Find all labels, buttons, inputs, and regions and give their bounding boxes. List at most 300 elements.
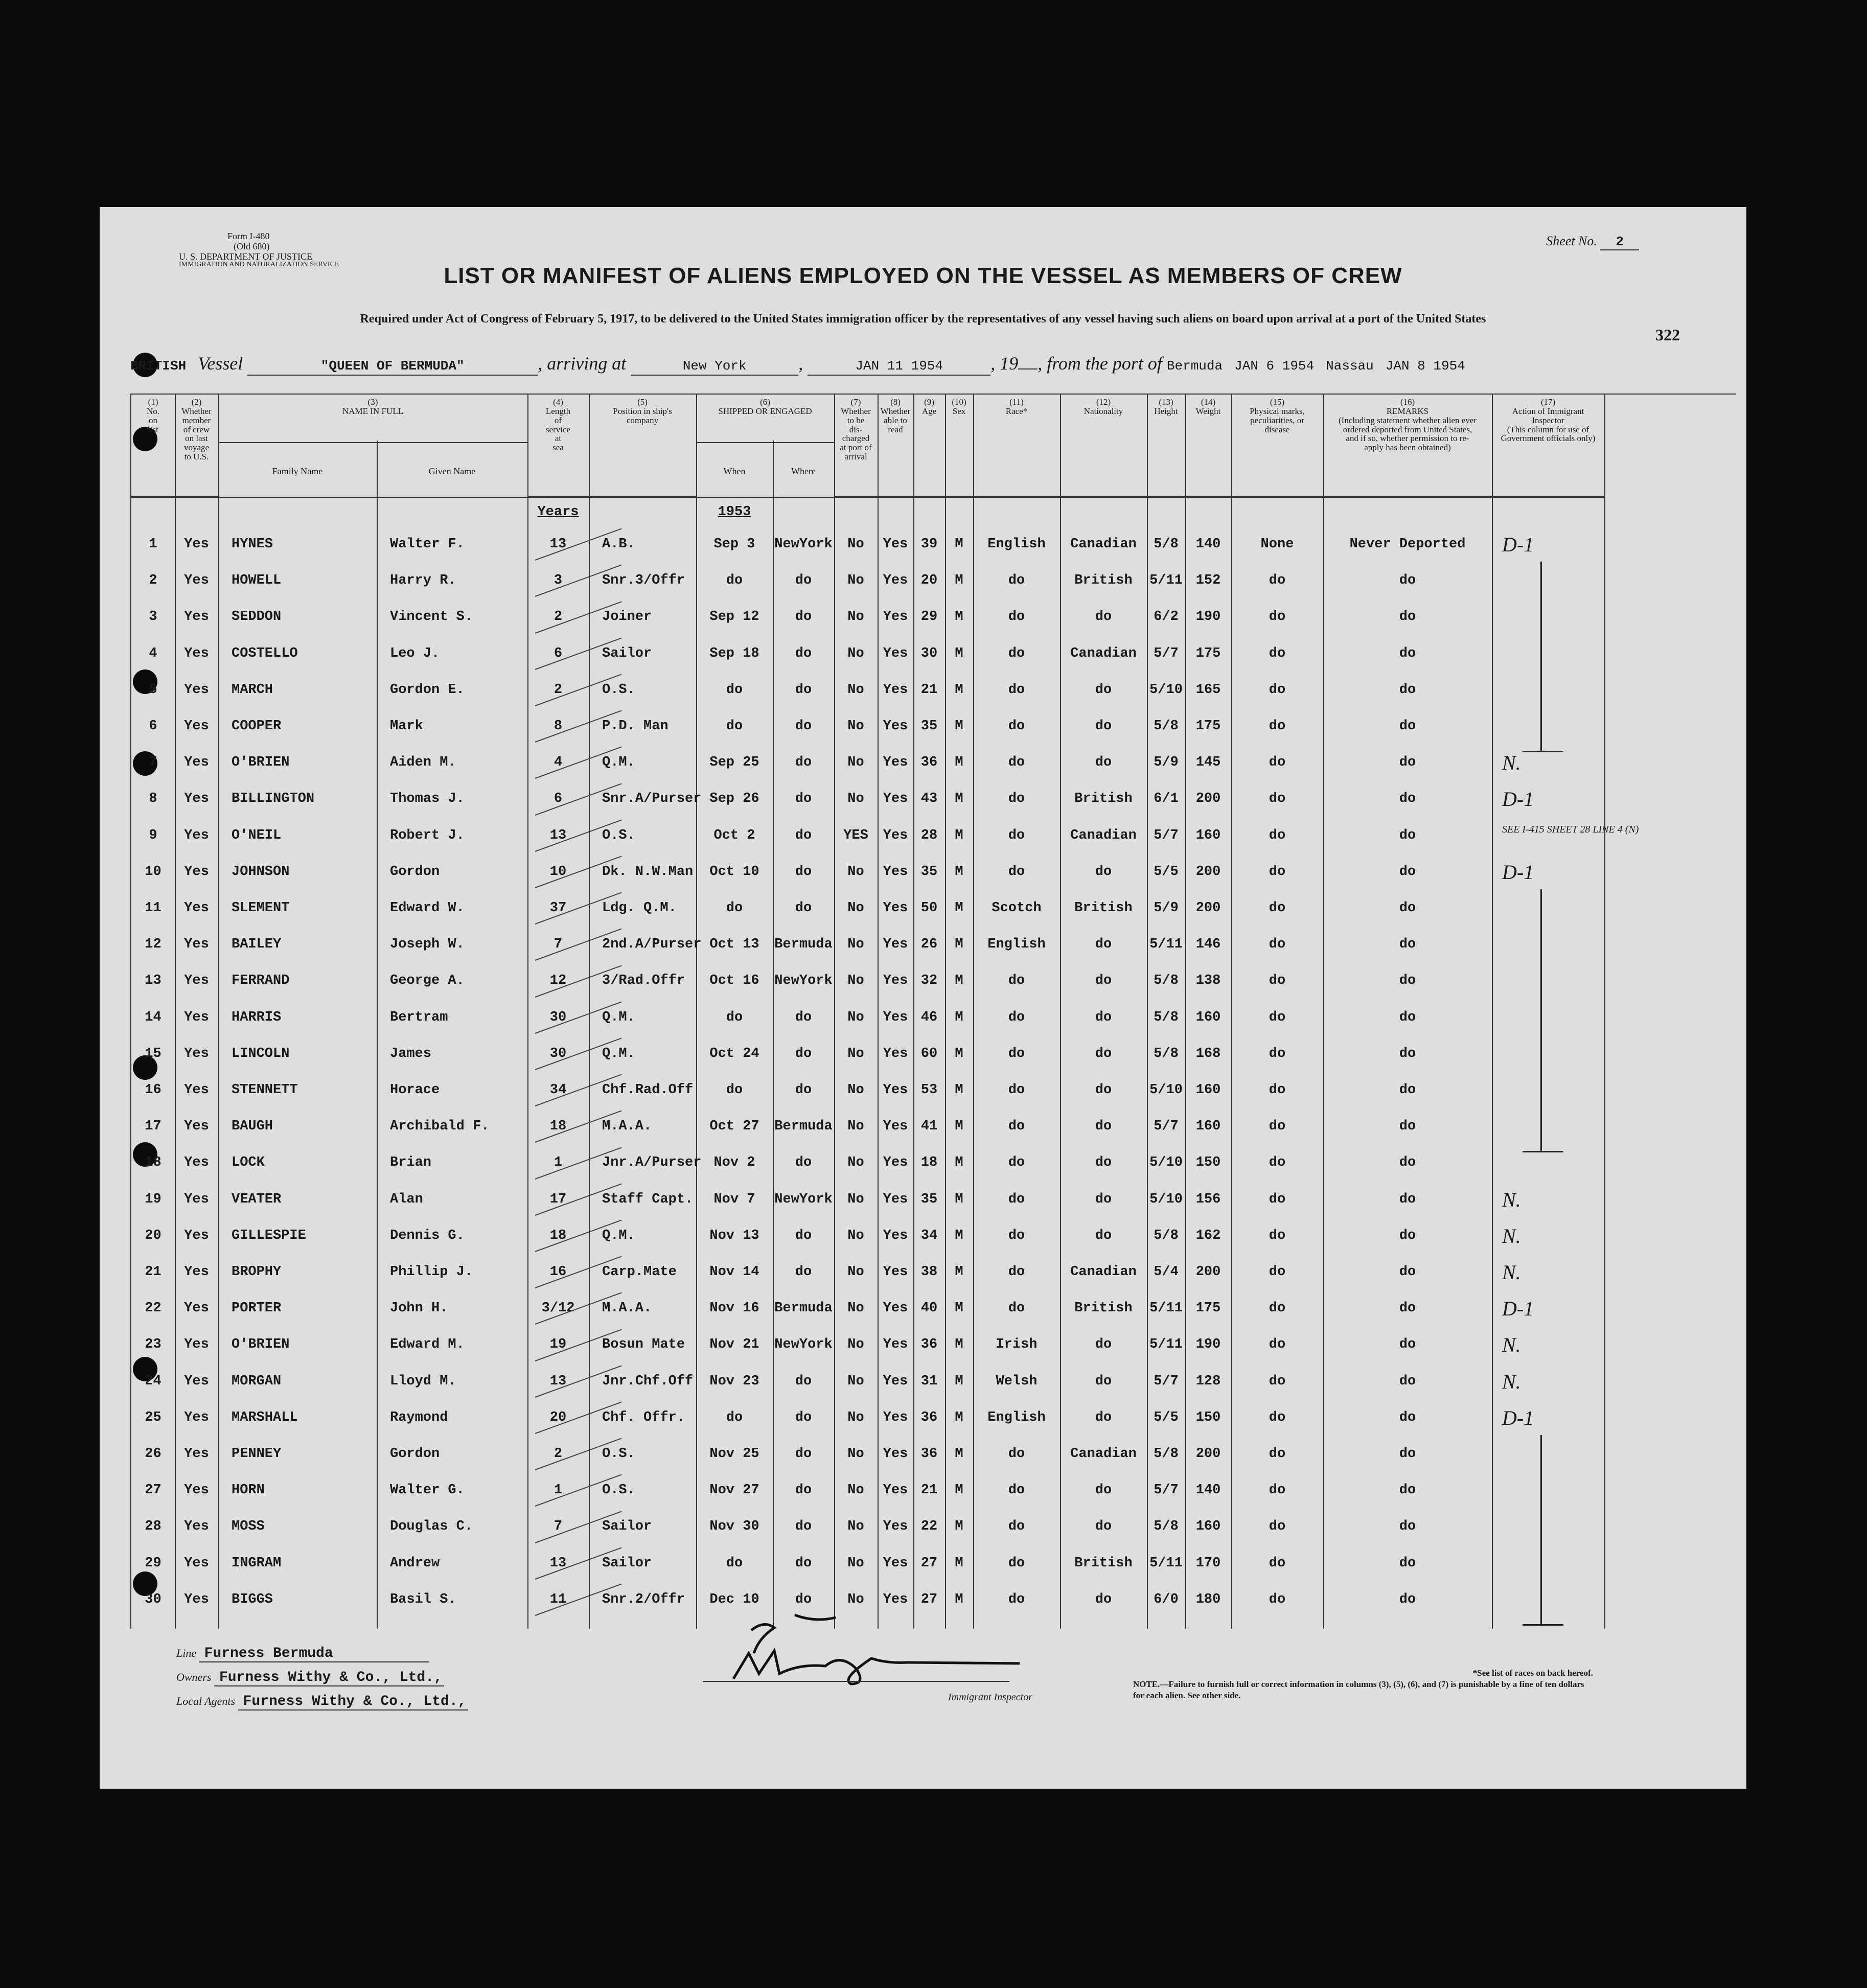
cell-race: do bbox=[1008, 1519, 1025, 1535]
cell-where: do bbox=[795, 1155, 812, 1171]
cell-action: N. bbox=[1502, 1261, 1521, 1284]
cell-race: do bbox=[1008, 1446, 1025, 1462]
table-row bbox=[131, 823, 1639, 860]
sheet-value: 2 bbox=[1600, 234, 1639, 250]
cell-no: 29 bbox=[145, 1555, 162, 1571]
column-header-c15: (15) Physical marks, peculiarities, or disease bbox=[1231, 395, 1323, 497]
cell-read: Yes bbox=[883, 864, 908, 880]
cell-service: 16 bbox=[549, 1264, 567, 1280]
cell-given: Edward W. bbox=[390, 900, 465, 916]
table-row bbox=[131, 1042, 1604, 1078]
requirement-text: Required under Act of Congress of February 5, 1917, to be delivered to the United States immigration officer by the representatives of any vessel having such aliens on board upon arrival at a port of the United States bbox=[360, 312, 1486, 326]
cell-prev: Yes bbox=[184, 609, 209, 625]
cell-given: Brian bbox=[390, 1155, 432, 1171]
cell-race: do bbox=[1008, 1228, 1025, 1243]
cell-age: 35 bbox=[920, 719, 938, 734]
cell-prev: Yes bbox=[184, 645, 209, 661]
cell-discharged: No bbox=[847, 864, 864, 880]
cell-read: Yes bbox=[883, 1409, 908, 1425]
cell-given: Edward M. bbox=[390, 1337, 465, 1353]
bracket-line bbox=[1540, 562, 1542, 751]
cell-remarks: do bbox=[1399, 1009, 1416, 1025]
cell-service: 13 bbox=[549, 537, 567, 552]
cell-prev: Yes bbox=[184, 1228, 209, 1243]
cell-no: 14 bbox=[145, 1009, 162, 1025]
cell-given: Vincent S. bbox=[390, 609, 473, 625]
cell-weight: 140 bbox=[1195, 537, 1221, 552]
cell-when: Nov 25 bbox=[709, 1446, 759, 1462]
cell-prev: Yes bbox=[184, 682, 209, 698]
cell-when: Oct 2 bbox=[713, 827, 755, 843]
cell-age: 43 bbox=[920, 791, 938, 807]
cell-read: Yes bbox=[883, 1373, 908, 1389]
table-row bbox=[131, 969, 1604, 1005]
cell-when: Oct 13 bbox=[709, 937, 759, 953]
cell-service: 34 bbox=[549, 1082, 567, 1098]
cell-where: do bbox=[795, 1009, 812, 1025]
departure-port-2: Nassau bbox=[1326, 358, 1374, 374]
cell-race: do bbox=[1008, 719, 1025, 734]
cell-service: 13 bbox=[549, 1555, 567, 1571]
cell-remarks: do bbox=[1399, 573, 1416, 589]
cell-read: Yes bbox=[883, 1009, 908, 1025]
cell-read: Yes bbox=[883, 937, 908, 953]
cell-race: do bbox=[1008, 1483, 1025, 1498]
cell-height: 5/7 bbox=[1154, 1373, 1179, 1389]
cell-where: do bbox=[795, 1446, 812, 1462]
cell-remarks: do bbox=[1399, 1409, 1416, 1425]
cell-where: do bbox=[795, 682, 812, 698]
table-row bbox=[131, 1078, 1604, 1115]
cell-service: 17 bbox=[549, 1191, 567, 1207]
cell-age: 31 bbox=[920, 1373, 938, 1389]
cell-family: O'BRIEN bbox=[232, 1337, 290, 1353]
cell-discharged: No bbox=[847, 682, 864, 698]
cell-nationality: Canadian bbox=[1070, 537, 1137, 552]
cell-position: M.A.A. bbox=[602, 1119, 652, 1135]
cell-height: 5/11 bbox=[1149, 573, 1183, 589]
line-field bbox=[176, 1646, 429, 1662]
cell-marks: do bbox=[1269, 1301, 1286, 1316]
cell-no: 25 bbox=[145, 1409, 162, 1425]
table-row bbox=[131, 1188, 1604, 1224]
cell-height: 5/10 bbox=[1149, 682, 1183, 698]
cell-marks: do bbox=[1269, 1337, 1286, 1353]
column-header-c14: (14) Weight bbox=[1185, 395, 1231, 497]
cell-family: GILLESPIE bbox=[232, 1228, 306, 1243]
cell-position: 3/Rad.Offr bbox=[602, 973, 685, 989]
table-row bbox=[131, 1115, 1604, 1151]
cell-position: Snr.2/Offr bbox=[602, 1591, 685, 1607]
cell-prev: Yes bbox=[184, 755, 209, 771]
inspector-label: Immigrant Inspector bbox=[948, 1692, 1032, 1703]
cell-age: 39 bbox=[920, 537, 938, 552]
cell-marks: do bbox=[1269, 1191, 1286, 1207]
cell-position: Carp.Mate bbox=[602, 1264, 677, 1280]
cell-when: Nov 23 bbox=[709, 1373, 759, 1389]
column-header-c1: (1) No. on list bbox=[131, 395, 175, 497]
cell-discharged: No bbox=[847, 1337, 864, 1353]
cell-sex: M bbox=[955, 1446, 963, 1462]
cell-sex: M bbox=[955, 682, 963, 698]
agents-label: Local Agents bbox=[176, 1695, 236, 1707]
cell-prev: Yes bbox=[184, 1155, 209, 1171]
cell-family: FERRAND bbox=[232, 973, 290, 989]
table-row bbox=[131, 1442, 1604, 1478]
cell-height: 5/8 bbox=[1154, 1446, 1179, 1462]
cell-when: do bbox=[726, 1555, 743, 1571]
cell-nationality: do bbox=[1095, 973, 1112, 989]
cell-discharged: No bbox=[847, 1409, 864, 1425]
cell-read: Yes bbox=[883, 1191, 908, 1207]
cell-where: Bermuda bbox=[774, 1119, 833, 1135]
cell-where: do bbox=[795, 1483, 812, 1498]
arriving-label: , arriving at bbox=[538, 353, 627, 374]
cell-age: 28 bbox=[920, 827, 938, 843]
cell-read: Yes bbox=[883, 791, 908, 807]
departure-date-1: JAN 6 1954 bbox=[1234, 358, 1315, 374]
cell-sex: M bbox=[955, 937, 963, 953]
cell-prev: Yes bbox=[184, 573, 209, 589]
cell-marks: do bbox=[1269, 1046, 1286, 1061]
cell-no: 27 bbox=[145, 1483, 162, 1498]
cell-given: Horace bbox=[390, 1082, 440, 1098]
agents-value: Furness Withy & Co., Ltd., bbox=[238, 1694, 468, 1710]
cell-height: 5/8 bbox=[1154, 1046, 1179, 1061]
cell-age: 35 bbox=[920, 864, 938, 880]
cell-marks: do bbox=[1269, 719, 1286, 734]
cell-when: Sep 25 bbox=[709, 755, 759, 771]
cell-given: Walter F. bbox=[390, 537, 465, 552]
cell-action: N. bbox=[1502, 1370, 1521, 1393]
cell-age: 18 bbox=[920, 1155, 938, 1171]
column-header-c5: (5) Position in ship's company bbox=[589, 395, 696, 497]
cell-discharged: No bbox=[847, 609, 864, 625]
cell-given: Raymond bbox=[390, 1409, 448, 1425]
cell-discharged: No bbox=[847, 1301, 864, 1316]
cell-no: 10 bbox=[145, 864, 162, 880]
cell-nationality: do bbox=[1095, 1228, 1112, 1243]
cell-remarks: do bbox=[1399, 609, 1416, 625]
cell-weight: 160 bbox=[1195, 827, 1221, 843]
cell-when: Nov 2 bbox=[713, 1155, 755, 1171]
cell-marks: do bbox=[1269, 900, 1286, 916]
cell-race: do bbox=[1008, 1046, 1025, 1061]
cell-read: Yes bbox=[883, 609, 908, 625]
cell-when: Nov 27 bbox=[709, 1483, 759, 1498]
from-label: , from the port of bbox=[1038, 353, 1162, 374]
cell-weight: 175 bbox=[1195, 645, 1221, 661]
cell-weight: 145 bbox=[1195, 755, 1221, 771]
cell-race: Welsh bbox=[996, 1373, 1038, 1389]
cell-height: 5/10 bbox=[1149, 1082, 1183, 1098]
cell-nationality: do bbox=[1095, 1519, 1112, 1535]
cell-sex: M bbox=[955, 1337, 963, 1353]
cell-read: Yes bbox=[883, 1446, 908, 1462]
cell-where: do bbox=[795, 1555, 812, 1571]
cell-prev: Yes bbox=[184, 973, 209, 989]
cell-no: 5 bbox=[149, 682, 157, 698]
cell-height: 5/7 bbox=[1154, 1483, 1179, 1498]
cell-service: 2 bbox=[554, 1446, 563, 1462]
cell-read: Yes bbox=[883, 719, 908, 734]
cell-remarks: do bbox=[1399, 755, 1416, 771]
cell-marks: do bbox=[1269, 645, 1286, 661]
cell-read: Yes bbox=[883, 645, 908, 661]
cell-remarks: do bbox=[1399, 791, 1416, 807]
cell-sex: M bbox=[955, 1228, 963, 1243]
cell-marks: do bbox=[1269, 1119, 1286, 1135]
cell-discharged: No bbox=[847, 1046, 864, 1061]
cell-age: 50 bbox=[920, 900, 938, 916]
cell-discharged: No bbox=[847, 1483, 864, 1498]
cell-height: 5/7 bbox=[1154, 1119, 1179, 1135]
cell-nationality: Canadian bbox=[1070, 645, 1137, 661]
cell-position: Staff Capt. bbox=[602, 1191, 694, 1207]
cell-action: D-1 bbox=[1502, 860, 1534, 884]
cell-nationality: Canadian bbox=[1070, 1446, 1137, 1462]
cell-read: Yes bbox=[883, 1046, 908, 1061]
cell-position: O.S. bbox=[602, 682, 635, 698]
cell-read: Yes bbox=[883, 1301, 908, 1316]
table-row bbox=[131, 751, 1604, 787]
column-header-c13: (13) Height bbox=[1147, 395, 1185, 497]
cell-remarks: do bbox=[1399, 1555, 1416, 1571]
bracket-foot bbox=[1523, 1624, 1563, 1626]
vessel-line: BRITISH Vessel "QUEEN OF BERMUDA" , arriving at New York , JAN 11 1954 , 19 , from the port of Bermuda JAN 6 1954 Nassau JAN 8 1954 bbox=[130, 353, 1465, 376]
cell-nationality: do bbox=[1095, 1591, 1112, 1607]
cell-sex: M bbox=[955, 900, 963, 916]
cell-given: George A. bbox=[390, 973, 465, 989]
cell-when: do bbox=[726, 900, 743, 916]
table-row bbox=[131, 1260, 1604, 1297]
cell-sex: M bbox=[955, 827, 963, 843]
cell-no: 15 bbox=[145, 1046, 162, 1061]
cell-read: Yes bbox=[883, 1264, 908, 1280]
cell-age: 40 bbox=[920, 1301, 938, 1316]
cell-family: MORGAN bbox=[232, 1373, 282, 1389]
cell-nationality: do bbox=[1095, 682, 1112, 698]
cell-prev: Yes bbox=[184, 719, 209, 734]
cell-age: 29 bbox=[920, 609, 938, 625]
cell-sex: M bbox=[955, 791, 963, 807]
cell-family: VEATER bbox=[232, 1191, 282, 1207]
cell-nationality: do bbox=[1095, 864, 1112, 880]
cell-where: do bbox=[795, 1591, 812, 1607]
cell-no: 6 bbox=[149, 719, 157, 734]
cell-prev: Yes bbox=[184, 1446, 209, 1462]
cell-marks: do bbox=[1269, 1082, 1286, 1098]
cell-remarks: do bbox=[1399, 1155, 1416, 1171]
cell-weight: 160 bbox=[1195, 1082, 1221, 1098]
cell-race: English bbox=[987, 537, 1046, 552]
form-service: IMMIGRATION AND NATURALIZATION SERVICE bbox=[179, 261, 339, 268]
cell-remarks: do bbox=[1399, 1446, 1416, 1462]
cell-sex: M bbox=[955, 1483, 963, 1498]
column-header-c7: (7) Whether to be dis- charged at port of arrival bbox=[834, 395, 878, 497]
cell-marks: do bbox=[1269, 937, 1286, 953]
cell-when: Oct 16 bbox=[709, 973, 759, 989]
cell-weight: 200 bbox=[1195, 791, 1221, 807]
cell-race: English bbox=[987, 937, 1046, 953]
cell-when: do bbox=[726, 682, 743, 698]
cell-when: do bbox=[726, 719, 743, 734]
cell-marks: do bbox=[1269, 864, 1286, 880]
cell-family: COOPER bbox=[232, 719, 282, 734]
cell-race: do bbox=[1008, 791, 1025, 807]
column-header-c11: (11) Race* bbox=[973, 395, 1060, 497]
cell-given: Harry R. bbox=[390, 573, 456, 589]
cell-prev: Yes bbox=[184, 1337, 209, 1353]
cell-nationality: British bbox=[1074, 573, 1133, 589]
line-label: Line bbox=[176, 1647, 197, 1659]
cell-discharged: No bbox=[847, 1446, 864, 1462]
cell-no: 24 bbox=[145, 1373, 162, 1389]
cell-height: 5/8 bbox=[1154, 537, 1179, 552]
cell-discharged: No bbox=[847, 1264, 864, 1280]
cell-action: D-1 bbox=[1502, 788, 1534, 811]
cell-discharged: No bbox=[847, 1009, 864, 1025]
inspector-signature bbox=[703, 1602, 1020, 1694]
column-header-c17: (17) Action of Immigrant Inspector (This column for use of Government officials only) bbox=[1492, 395, 1604, 497]
cell-weight: 128 bbox=[1195, 1373, 1221, 1389]
cell-prev: Yes bbox=[184, 1046, 209, 1061]
cell-given: Basil S. bbox=[390, 1591, 456, 1607]
cell-no: 1 bbox=[149, 537, 157, 552]
cell-family: BIGGS bbox=[232, 1591, 273, 1607]
cell-service: 18 bbox=[549, 1119, 567, 1135]
cell-position: Q.M. bbox=[602, 1046, 635, 1061]
cell-family: SEDDON bbox=[232, 609, 282, 625]
cell-action: N. bbox=[1502, 751, 1521, 775]
cell-given: Aiden M. bbox=[390, 755, 456, 771]
cell-where: do bbox=[795, 1373, 812, 1389]
cell-height: 6/1 bbox=[1154, 791, 1179, 807]
cell-discharged: No bbox=[847, 1155, 864, 1171]
cell-weight: 168 bbox=[1195, 1046, 1221, 1061]
cell-service: 13 bbox=[549, 1373, 567, 1389]
cell-remarks: do bbox=[1399, 1228, 1416, 1243]
cell-position: Q.M. bbox=[602, 755, 635, 771]
cell-remarks: do bbox=[1399, 937, 1416, 953]
column-header-c3: (3) NAME IN FULL bbox=[218, 395, 527, 443]
table-row bbox=[131, 1406, 1604, 1442]
cell-race: do bbox=[1008, 1009, 1025, 1025]
cell-no: 12 bbox=[145, 937, 162, 953]
cell-when: Oct 10 bbox=[709, 864, 759, 880]
table-row bbox=[131, 933, 1604, 969]
cell-where: do bbox=[795, 1082, 812, 1098]
cell-given: Andrew bbox=[390, 1555, 440, 1571]
cell-race: do bbox=[1008, 1082, 1025, 1098]
cell-weight: 190 bbox=[1195, 1337, 1221, 1353]
cell-weight: 160 bbox=[1195, 1009, 1221, 1025]
cell-age: 21 bbox=[920, 682, 938, 698]
cell-weight: 170 bbox=[1195, 1555, 1221, 1571]
cell-position: Q.M. bbox=[602, 1009, 635, 1025]
cell-action: D-1 bbox=[1502, 533, 1534, 556]
cell-weight: 175 bbox=[1195, 719, 1221, 734]
cell-nationality: British bbox=[1074, 791, 1133, 807]
cell-no: 16 bbox=[145, 1082, 162, 1098]
table-row bbox=[131, 1552, 1604, 1588]
cell-age: 53 bbox=[920, 1082, 938, 1098]
cell-height: 5/7 bbox=[1154, 827, 1179, 843]
cell-weight: 175 bbox=[1195, 1301, 1221, 1316]
cell-remarks: Never Deported bbox=[1349, 537, 1466, 552]
cell-where: do bbox=[795, 609, 812, 625]
cell-sex: M bbox=[955, 1591, 963, 1607]
cell-read: Yes bbox=[883, 537, 908, 552]
cell-where: do bbox=[795, 900, 812, 916]
cell-sex: M bbox=[955, 1409, 963, 1425]
cell-race: do bbox=[1008, 1301, 1025, 1316]
cell-marks: do bbox=[1269, 1155, 1286, 1171]
cell-remarks: do bbox=[1399, 1337, 1416, 1353]
cell-no: 21 bbox=[145, 1264, 162, 1280]
cell-given: Phillip J. bbox=[390, 1264, 473, 1280]
agents-field bbox=[176, 1694, 468, 1710]
table-row bbox=[131, 533, 1604, 569]
cell-action: SEE I-415 SHEET 28 LINE 4 (N) bbox=[1502, 823, 1639, 835]
cell-no: 18 bbox=[145, 1155, 162, 1171]
cell-where: do bbox=[795, 827, 812, 843]
cell-age: 20 bbox=[920, 573, 938, 589]
column-header-c12: (12) Nationality bbox=[1060, 395, 1147, 497]
crew-table bbox=[130, 394, 1736, 1629]
cell-marks: do bbox=[1269, 827, 1286, 843]
cell-family: LINCOLN bbox=[232, 1046, 290, 1061]
cell-position: Sailor bbox=[602, 1519, 652, 1535]
cell-when: do bbox=[726, 1009, 743, 1025]
cell-marks: do bbox=[1269, 609, 1286, 625]
cell-race: do bbox=[1008, 645, 1025, 661]
cell-weight: 162 bbox=[1195, 1228, 1221, 1243]
cell-service: 1 bbox=[554, 1155, 563, 1171]
owners-label: Owners bbox=[176, 1671, 212, 1683]
cell-race: do bbox=[1008, 827, 1025, 843]
cell-weight: 200 bbox=[1195, 900, 1221, 916]
cell-marks: do bbox=[1269, 573, 1286, 589]
years-subhead: Years bbox=[537, 504, 579, 520]
cell-sex: M bbox=[955, 864, 963, 880]
cell-prev: Yes bbox=[184, 900, 209, 916]
cell-service: 18 bbox=[549, 1228, 567, 1243]
cell-family: COSTELLO bbox=[232, 645, 298, 661]
cell-race: do bbox=[1008, 1155, 1025, 1171]
cell-nationality: British bbox=[1074, 1555, 1133, 1571]
table-row bbox=[131, 1333, 1604, 1369]
cell-prev: Yes bbox=[184, 537, 209, 552]
cell-given: Mark bbox=[390, 719, 423, 734]
cell-given: Archibald F. bbox=[390, 1119, 490, 1135]
cell-where: NewYork bbox=[774, 1337, 833, 1353]
cell-no: 9 bbox=[149, 827, 157, 843]
cell-remarks: do bbox=[1399, 682, 1416, 698]
cell-no: 23 bbox=[145, 1337, 162, 1353]
cell-family: JOHNSON bbox=[232, 864, 290, 880]
cell-read: Yes bbox=[883, 1483, 908, 1498]
cell-given: Alan bbox=[390, 1191, 423, 1207]
cell-service: 37 bbox=[549, 900, 567, 916]
owners-field bbox=[176, 1670, 444, 1686]
cell-age: 27 bbox=[920, 1591, 938, 1607]
cell-nationality: do bbox=[1095, 1409, 1112, 1425]
cell-position: Chf. Offr. bbox=[602, 1409, 685, 1425]
cell-marks: do bbox=[1269, 1009, 1286, 1025]
cell-discharged: No bbox=[847, 755, 864, 771]
form-department: U. S. DEPARTMENT OF JUSTICE bbox=[179, 251, 312, 262]
